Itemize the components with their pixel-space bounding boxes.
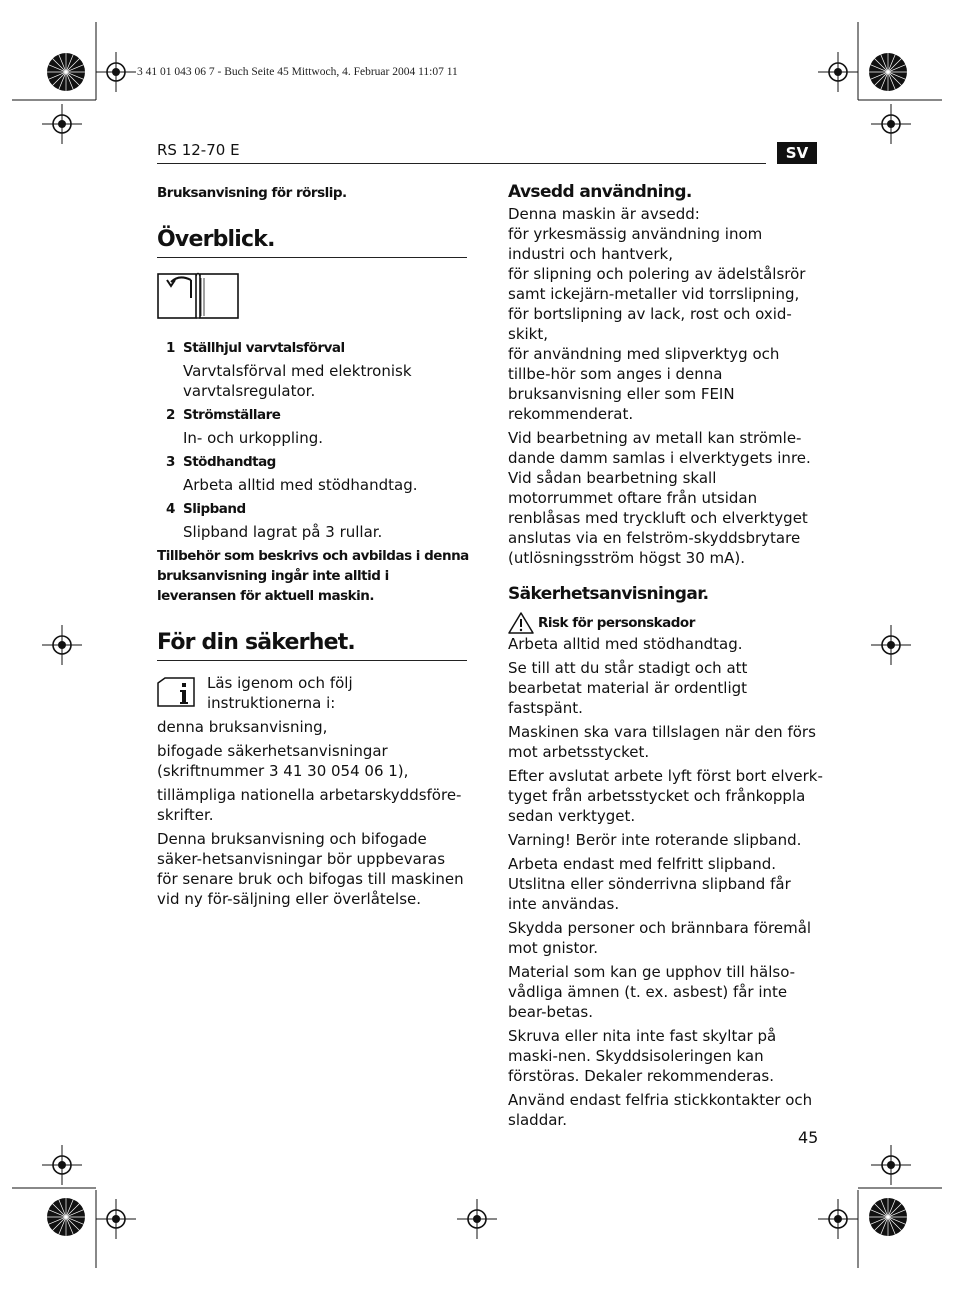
paragraph: tillämpliga nationella arbetarskyddsföre-skrifter.	[157, 786, 462, 824]
right-column	[508, 180, 823, 1134]
item-description: In- och urkoppling.	[183, 429, 323, 447]
warning-label: Risk för personskador	[538, 615, 695, 631]
page-number: 45	[798, 1128, 819, 1147]
item-description: Varvtalsförval med elektronisk varvtalsregulator.	[183, 362, 412, 400]
safety-item: Maskinen ska vara tillslagen när den förs mot arbetsstycket.	[508, 723, 816, 761]
info-note	[157, 667, 469, 717]
intended-line: Denna maskin är avsedd:	[508, 205, 700, 223]
intended-line: för slipning och polering av ädelstålsrör samt ickejärn-metaller vid torrslipning,	[508, 265, 806, 303]
language-badge: SV	[777, 142, 817, 164]
item-number: 2	[166, 407, 175, 423]
left-column	[157, 183, 469, 913]
intro-text: Bruksanvisning för rörslip.	[157, 185, 347, 201]
info-icon	[157, 677, 195, 707]
item-title: Stödhandtag	[183, 454, 276, 470]
print-header: 3 41 01 043 06 7 - Buch Seite 45 Mittwoch, 4. Februar 2004 11:07 11	[137, 66, 458, 78]
intended-use-title: Avsedd användning.	[508, 182, 692, 202]
paragraph: bifogade säkerhetsanvisningar (skriftnummer 3 41 30 054 06 1),	[157, 742, 409, 780]
header-rule	[157, 163, 766, 164]
info-text: Läs igenom och följ instruktionerna i:	[207, 674, 353, 712]
warning-row	[508, 612, 823, 634]
warning-triangle-icon	[508, 612, 534, 634]
safety-rule	[157, 660, 467, 661]
accessories-note: Tillbehör som beskrivs och avbildas i denna bruksanvisning ingår inte alltid i leveransen för aktuell maskin.	[157, 548, 469, 604]
item-title: Slipband	[183, 501, 246, 517]
safety-title: För din säkerhet.	[157, 630, 355, 655]
safety-instructions-title: Säkerhetsanvisningar.	[508, 584, 709, 604]
overview-title: Överblick.	[157, 227, 275, 252]
item-title: Strömställare	[183, 407, 281, 423]
safety-item: Se till att du står stadigt och att bearbetat material är ordentligt fastspänt.	[508, 659, 748, 717]
manual-book-icon	[157, 268, 241, 322]
item-number: 1	[166, 340, 175, 356]
safety-item: Arbeta endast med felfritt slipband. Utslitna eller sönderrivna slipband får inte användas.	[508, 855, 791, 913]
model-name: RS 12-70 E	[157, 141, 240, 159]
item-description: Slipband lagrat på 3 rullar.	[183, 523, 383, 541]
metal-paragraph: Vid bearbetning av metall kan strömle-dande damm samlas i elverktygets inre. Vid sådan bearbetning skall motorrummet oftare från utsidan renblåsas med tryckluft och elverktyget anslutas via en felström-skyddsbrytare (utlösningsström högst 30 mA).	[508, 429, 811, 567]
safety-item: Efter avslutat arbete lyft först bort elverk-tyget från arbetsstycket och frånkoppla sedan verktyget.	[508, 767, 823, 825]
safety-item: Material som kan ge upphov till hälso-vådliga ämnen (t. ex. asbest) får inte bear-betas.	[508, 963, 796, 1021]
paragraph: denna bruksanvisning,	[157, 718, 328, 736]
intended-line: för användning med slipverktyg och tillbe-hör som anges i denna bruksanvisning eller som FEIN rekommenderat.	[508, 345, 780, 423]
item-number: 4	[166, 501, 175, 517]
item-1	[157, 338, 469, 401]
intended-line: för yrkesmässig användning inom industri och hantverk,	[508, 225, 763, 263]
paragraph: Denna bruksanvisning och bifogade säker-hetsanvisningar bör uppbevaras för senare bruk och bifogas till maskinen vid ny för-säljning eller överlåtelse.	[157, 830, 464, 908]
item-number: 3	[166, 454, 175, 470]
item-3	[157, 452, 469, 495]
safety-item: Skydda personer och brännbara föremål mot gnistor.	[508, 919, 812, 957]
item-2	[157, 405, 469, 448]
item-4	[157, 499, 469, 542]
item-description: Arbeta alltid med stödhandtag.	[183, 476, 418, 494]
intended-line: för bortslipning av lack, rost och oxid-skikt,	[508, 305, 792, 343]
overview-rule	[157, 257, 467, 258]
safety-item: Använd endast felfria stickkontakter och sladdar.	[508, 1091, 813, 1129]
item-title: Ställhjul varvtalsförval	[183, 340, 345, 356]
safety-item: Skruva eller nita inte fast skyltar på maski-nen. Skyddsisoleringen kan förstöras. Dekaler rekommenderas.	[508, 1027, 777, 1085]
safety-item: Arbeta alltid med stödhandtag.	[508, 635, 743, 653]
safety-item: Varning! Berör inte roterande slipband.	[508, 831, 802, 849]
